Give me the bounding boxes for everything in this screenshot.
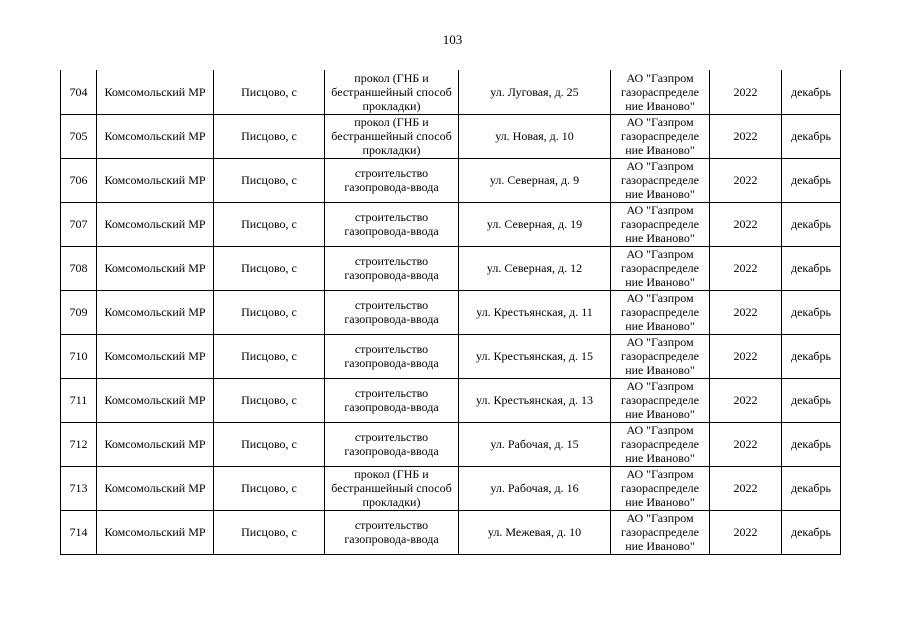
- district-cell: Комсомольский МР: [97, 466, 214, 510]
- gas-works-table: [60, 70, 841, 555]
- address-cell: ул. Рабочая, д. 16: [459, 466, 611, 510]
- work-type-cell: строительство газопровода-ввода: [325, 378, 459, 422]
- table-row: [61, 246, 841, 290]
- settlement-cell: Писцово, с: [214, 510, 325, 554]
- table-row: [61, 334, 841, 378]
- address-cell: ул. Крестьянская, д. 13: [459, 378, 611, 422]
- settlement-cell: Писцово, с: [214, 202, 325, 246]
- year-cell: 2022: [710, 290, 782, 334]
- address-cell: ул. Крестьянская, д. 11: [459, 290, 611, 334]
- settlement-cell: Писцово, с: [214, 246, 325, 290]
- work-type-cell: прокол (ГНБ и бестраншейный способ прокладки): [325, 70, 459, 114]
- year-cell: 2022: [710, 202, 782, 246]
- month-cell: декабрь: [782, 114, 841, 158]
- month-cell: декабрь: [782, 466, 841, 510]
- row-number-cell: 712: [61, 422, 97, 466]
- district-cell: Комсомольский МР: [97, 246, 214, 290]
- organization-cell: АО "Газпром газораспределе ние Иваново": [611, 114, 710, 158]
- year-cell: 2022: [710, 70, 782, 114]
- settlement-cell: Писцово, с: [214, 70, 325, 114]
- settlement-cell: Писцово, с: [214, 290, 325, 334]
- work-type-cell: прокол (ГНБ и бестраншейный способ прокладки): [325, 114, 459, 158]
- month-cell: декабрь: [782, 422, 841, 466]
- work-type-cell: строительство газопровода-ввода: [325, 202, 459, 246]
- address-cell: ул. Новая, д. 10: [459, 114, 611, 158]
- row-number-cell: 709: [61, 290, 97, 334]
- district-cell: Комсомольский МР: [97, 114, 214, 158]
- settlement-cell: Писцово, с: [214, 378, 325, 422]
- organization-cell: АО "Газпром газораспределе ние Иваново": [611, 290, 710, 334]
- address-cell: ул. Северная, д. 12: [459, 246, 611, 290]
- row-number-cell: 705: [61, 114, 97, 158]
- work-type-cell: прокол (ГНБ и бестраншейный способ прокладки): [325, 466, 459, 510]
- page-number: 103: [442, 32, 463, 47]
- year-cell: 2022: [710, 334, 782, 378]
- district-cell: Комсомольский МР: [97, 70, 214, 114]
- work-type-cell: строительство газопровода-ввода: [325, 422, 459, 466]
- month-cell: декабрь: [782, 70, 841, 114]
- settlement-cell: Писцово, с: [214, 422, 325, 466]
- row-number-cell: 714: [61, 510, 97, 554]
- month-cell: декабрь: [782, 334, 841, 378]
- month-cell: декабрь: [782, 246, 841, 290]
- organization-cell: АО "Газпром газораспределе ние Иваново": [611, 422, 710, 466]
- year-cell: 2022: [710, 422, 782, 466]
- organization-cell: АО "Газпром газораспределе ние Иваново": [611, 202, 710, 246]
- work-type-cell: строительство газопровода-ввода: [325, 246, 459, 290]
- work-type-cell: строительство газопровода-ввода: [325, 158, 459, 202]
- table-row: [61, 378, 841, 422]
- organization-cell: АО "Газпром газораспределе ние Иваново": [611, 158, 710, 202]
- address-cell: ул. Луговая, д. 25: [459, 70, 611, 114]
- row-number-cell: 713: [61, 466, 97, 510]
- row-number-cell: 710: [61, 334, 97, 378]
- district-cell: Комсомольский МР: [97, 378, 214, 422]
- row-number-cell: 708: [61, 246, 97, 290]
- year-cell: 2022: [710, 466, 782, 510]
- work-type-cell: строительство газопровода-ввода: [325, 290, 459, 334]
- table-row: [61, 70, 841, 114]
- organization-cell: АО "Газпром газораспределе ние Иваново": [611, 510, 710, 554]
- work-type-cell: строительство газопровода-ввода: [325, 510, 459, 554]
- table-row: [61, 466, 841, 510]
- work-type-cell: строительство газопровода-ввода: [325, 334, 459, 378]
- year-cell: 2022: [710, 114, 782, 158]
- table-row: [61, 114, 841, 158]
- year-cell: 2022: [710, 246, 782, 290]
- table-row: [61, 422, 841, 466]
- table-row: [61, 290, 841, 334]
- table-row: [61, 510, 841, 554]
- address-cell: ул. Крестьянская, д. 15: [459, 334, 611, 378]
- year-cell: 2022: [710, 510, 782, 554]
- month-cell: декабрь: [782, 290, 841, 334]
- row-number-cell: 706: [61, 158, 97, 202]
- organization-cell: АО "Газпром газораспределе ние Иваново": [611, 378, 710, 422]
- month-cell: декабрь: [782, 158, 841, 202]
- table-body: [61, 70, 841, 554]
- address-cell: ул. Северная, д. 9: [459, 158, 611, 202]
- organization-cell: АО "Газпром газораспределе ние Иваново": [611, 70, 710, 114]
- settlement-cell: Писцово, с: [214, 158, 325, 202]
- settlement-cell: Писцово, с: [214, 334, 325, 378]
- address-cell: ул. Северная, д. 19: [459, 202, 611, 246]
- year-cell: 2022: [710, 378, 782, 422]
- month-cell: декабрь: [782, 202, 841, 246]
- row-number-cell: 704: [61, 70, 97, 114]
- district-cell: Комсомольский МР: [97, 422, 214, 466]
- organization-cell: АО "Газпром газораспределе ние Иваново": [611, 334, 710, 378]
- settlement-cell: Писцово, с: [214, 114, 325, 158]
- organization-cell: АО "Газпром газораспределе ние Иваново": [611, 246, 710, 290]
- district-cell: Комсомольский МР: [97, 202, 214, 246]
- settlement-cell: Писцово, с: [214, 466, 325, 510]
- table-row: [61, 202, 841, 246]
- address-cell: ул. Рабочая, д. 15: [459, 422, 611, 466]
- year-cell: 2022: [710, 158, 782, 202]
- row-number-cell: 707: [61, 202, 97, 246]
- district-cell: Комсомольский МР: [97, 334, 214, 378]
- row-number-cell: 711: [61, 378, 97, 422]
- district-cell: Комсомольский МР: [97, 510, 214, 554]
- district-cell: Комсомольский МР: [97, 290, 214, 334]
- district-cell: Комсомольский МР: [97, 158, 214, 202]
- month-cell: декабрь: [782, 510, 841, 554]
- table-row: [61, 158, 841, 202]
- organization-cell: АО "Газпром газораспределе ние Иваново": [611, 466, 710, 510]
- address-cell: ул. Межевая, д. 10: [459, 510, 611, 554]
- month-cell: декабрь: [782, 378, 841, 422]
